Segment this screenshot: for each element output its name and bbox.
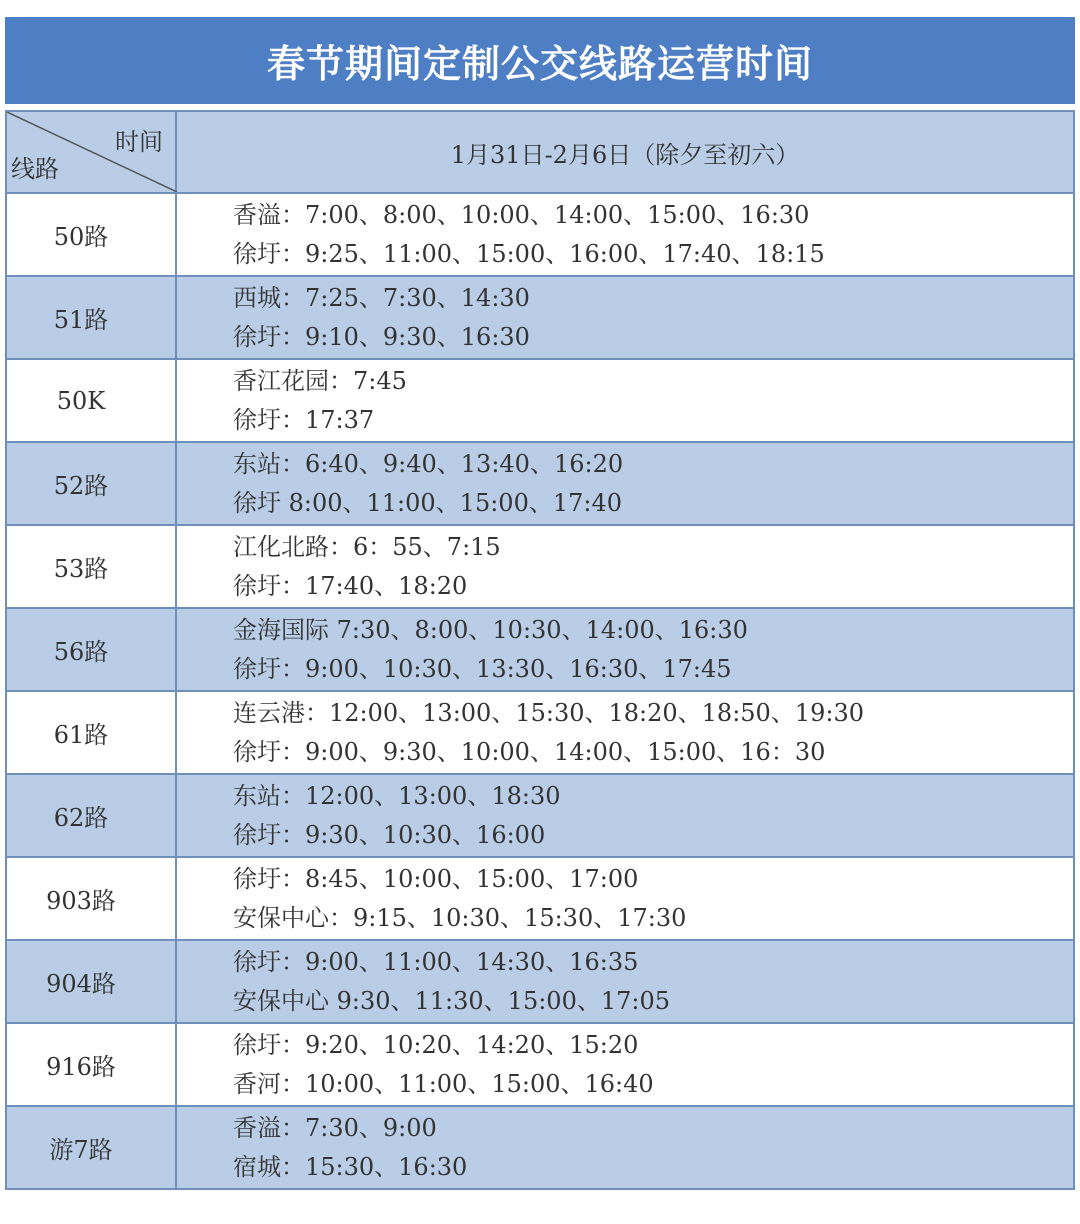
schedule-cell: [176, 940, 1074, 1023]
route-name: 53路: [53, 555, 109, 583]
schedule-sheet: [5, 17, 1075, 1190]
table-row: [6, 857, 1074, 940]
route-header-label: 线路: [11, 155, 59, 183]
schedule-cell: [176, 774, 1074, 857]
schedule-cell: [176, 691, 1074, 774]
table-row: [6, 1106, 1074, 1189]
route-name: 62路: [53, 804, 109, 832]
schedule-line-2: 徐圩：9:10、9:30、16:30: [233, 322, 530, 351]
route-name: 游7路: [49, 1136, 113, 1164]
schedule-cell: [176, 525, 1074, 608]
table-header-row: [6, 111, 1074, 193]
schedule-line-2: 香河：10:00、11:00、15:00、16:40: [233, 1069, 654, 1098]
schedule-line-2: 徐圩：17:40、18:20: [233, 571, 468, 600]
table-row: [6, 193, 1074, 276]
schedule-line-2: 安保中心：9:15、10:30、15:30、17:30: [233, 903, 687, 932]
schedule-line-2: 安保中心 9:30、11:30、15:00、17:05: [233, 986, 671, 1015]
route-cell: [6, 857, 176, 940]
schedule-cell: [176, 442, 1074, 525]
schedule-line-1: 西城：7:25、7:30、14:30: [233, 283, 530, 312]
schedule-cell: [176, 1106, 1074, 1189]
table-row: [6, 608, 1074, 691]
route-name: 61路: [53, 721, 109, 749]
schedule-table: [5, 110, 1075, 1190]
schedule-line-2: 徐圩 8:00、11:00、15:00、17:40: [233, 488, 623, 517]
page-title: 春节期间定制公交线路运营时间: [5, 17, 1075, 104]
schedule-line-1: 东站：12:00、13:00、18:30: [233, 781, 561, 810]
schedule-line-1: 东站：6:40、9:40、13:40、16:20: [233, 449, 624, 478]
schedule-cell: [176, 359, 1074, 442]
route-cell: [6, 940, 176, 1023]
schedule-line-1: 徐圩：9:20、10:20、14:20、15:20: [233, 1030, 639, 1059]
schedule-cell: [176, 276, 1074, 359]
table-row: [6, 691, 1074, 774]
route-name: 50K: [56, 386, 106, 415]
schedule-cell: [176, 193, 1074, 276]
period-header: 1月31日-2月6日（除夕至初六）: [176, 111, 1074, 193]
schedule-line-1: 金海国际 7:30、8:00、10:30、14:00、16:30: [233, 615, 748, 644]
route-cell: [6, 774, 176, 857]
schedule-line-2: 徐圩：9:00、9:30、10:00、14:00、15:00、16：30: [233, 737, 826, 766]
route-name: 50路: [53, 223, 109, 251]
route-name: 903路: [46, 887, 116, 915]
schedule-cell: [176, 608, 1074, 691]
schedule-line-1: 香溢：7:00、8:00、10:00、14:00、15:00、16:30: [233, 200, 810, 229]
schedule-line-2: 徐圩：9:30、10:30、16:00: [233, 820, 546, 849]
table-row: [6, 442, 1074, 525]
table-row: [6, 940, 1074, 1023]
table-row: [6, 359, 1074, 442]
route-cell: [6, 1023, 176, 1106]
route-cell: [6, 442, 176, 525]
schedule-line-2: 宿城：15:30、16:30: [233, 1152, 468, 1181]
schedule-line-2: 徐圩：9:25、11:00、15:00、16:00、17:40、18:15: [233, 239, 825, 268]
route-cell: [6, 1106, 176, 1189]
route-cell: [6, 276, 176, 359]
table-row: [6, 774, 1074, 857]
route-name: 51路: [53, 306, 109, 334]
schedule-line-1: 香江花园：7:45: [233, 366, 407, 395]
schedule-line-2: 徐圩：17:37: [233, 405, 375, 434]
route-cell: [6, 193, 176, 276]
schedule-line-1: 江化北路：6：55、7:15: [233, 532, 501, 561]
route-name: 916路: [46, 1053, 116, 1081]
route-name: 904路: [46, 970, 116, 998]
route-cell: [6, 691, 176, 774]
schedule-line-1: 徐圩：9:00、11:00、14:30、16:35: [233, 947, 639, 976]
table-row: [6, 525, 1074, 608]
table-row: [6, 276, 1074, 359]
route-cell: [6, 525, 176, 608]
route-name: 56路: [53, 638, 109, 666]
schedule-line-2: 徐圩：9:00、10:30、13:30、16:30、17:45: [233, 654, 732, 683]
table-row: [6, 1023, 1074, 1106]
route-cell: [6, 608, 176, 691]
schedule-cell: [176, 857, 1074, 940]
time-header-label: 时间: [115, 128, 163, 156]
schedule-line-1: 徐圩：8:45、10:00、15:00、17:00: [233, 864, 639, 893]
route-name: 52路: [53, 472, 109, 500]
schedule-line-1: 香溢：7:30、9:00: [233, 1113, 437, 1142]
route-cell: [6, 359, 176, 442]
diagonal-header-cell: [6, 111, 176, 193]
schedule-line-1: 连云港：12:00、13:00、15:30、18:20、18:50、19:30: [233, 698, 864, 727]
schedule-cell: [176, 1023, 1074, 1106]
